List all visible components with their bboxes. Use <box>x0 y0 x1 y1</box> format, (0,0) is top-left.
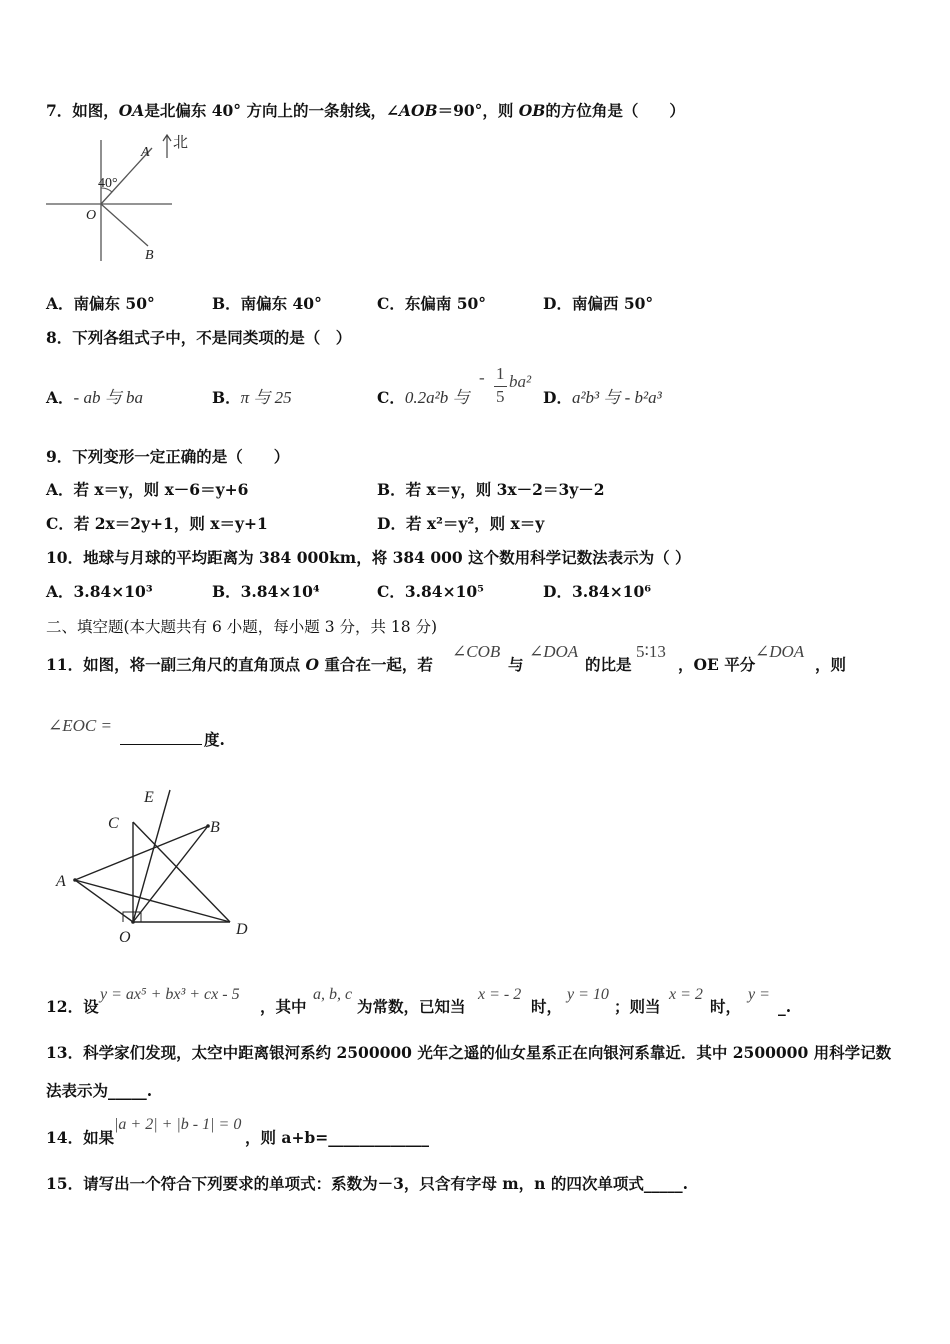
q7-label-angle: 40° <box>98 176 118 191</box>
q11-angle-eoc: ∠EOC = <box>48 716 112 735</box>
q8-option-d[interactable]: D．a²b³ 与 - b²a³ <box>543 388 662 407</box>
q7-stem: 7．如图，OA是北偏东 40° 方向上的一条射线，∠AOB＝90°，则 OB的方位角是（ ） <box>46 101 685 120</box>
q11-then: ，则 <box>815 655 847 674</box>
q10-option-a[interactable]: A．3.84×10³ <box>46 582 153 601</box>
q11-figure <box>50 782 260 952</box>
q11-label-c: C <box>108 815 119 832</box>
q12-formula: y = ax⁵ + bx³ + cx - 5 <box>100 986 240 1003</box>
q7-option-b[interactable]: B．南偏东 40° <box>212 294 322 313</box>
q12-constants: a, b, c <box>313 986 353 1003</box>
q11-answer-blank[interactable] <box>120 728 202 745</box>
q11-point-o <box>131 920 135 924</box>
q7-option-d[interactable]: D．南偏西 50° <box>543 294 654 313</box>
q9-option-d[interactable]: D．若 x²＝y²，则 x＝y <box>377 514 545 533</box>
q11-segment-ob <box>133 826 208 922</box>
q9-option-c[interactable]: C．若 2x＝2y+1，则 x＝y+1 <box>46 514 268 533</box>
q11-angle-doa: ∠DOA <box>529 642 579 661</box>
q7-ray-ob <box>101 204 148 246</box>
q9-stem: 9．下列变形一定正确的是（ ） <box>46 447 290 466</box>
q8-option-b[interactable]: B．π 与 25 <box>212 388 292 407</box>
q8-option-a[interactable]: A．- ab 与 ba <box>46 388 143 407</box>
q10-stem: 10．地球与月球的平均距离为 384 000km，将 384 000 这个数用科学记数法表示为（ ） <box>46 548 691 567</box>
q14-formula: |a + 2| + |b - 1| = 0 <box>114 1116 242 1133</box>
q12-mid: ，其中 <box>260 997 307 1016</box>
q8-option-c[interactable]: C．0.2a²b 与 <box>377 388 470 407</box>
q7-label-a: A <box>141 145 150 160</box>
q15-text[interactable]: 15．请写出一个符合下列要求的单项式：系数为－3，只含有字母 m，n 的四次单项式_____. <box>46 1174 688 1193</box>
q12-label: 12．设 <box>46 997 99 1016</box>
q7-label-b: B <box>145 248 154 263</box>
q11-ratio: 5∶13 <box>636 642 666 661</box>
q9-option-a[interactable]: A．若 x＝y，则 x－6＝y+6 <box>46 480 249 499</box>
q7-option-a[interactable]: A．南偏东 50° <box>46 294 155 313</box>
q7-label-o: O <box>86 208 97 223</box>
q9-option-b[interactable]: B．若 x＝y，则 3x－2＝3y－2 <box>377 480 605 499</box>
q12-answer-blank[interactable]: _. <box>778 997 792 1016</box>
q11-label-e: E <box>144 789 154 806</box>
q12-t2: ；则当 <box>614 997 661 1016</box>
q11-segment-ad <box>75 880 230 922</box>
q11-label-d: D <box>236 921 248 938</box>
q10-option-d[interactable]: D．3.84×10⁶ <box>543 582 652 601</box>
q12-t3: 时， <box>710 997 742 1016</box>
q11-ratio-text: 的比是 <box>585 655 632 674</box>
q11-segment-oa <box>75 880 133 922</box>
q11-ray-oe <box>133 790 170 922</box>
q14-label: 14．如果 <box>46 1128 115 1147</box>
q8-c-fraction: - 1 5 ba² <box>479 364 532 406</box>
q10-option-c[interactable]: C．3.84×10⁵ <box>377 582 484 601</box>
q12-y1: y = 10 <box>567 986 609 1003</box>
q11-point-a <box>73 878 77 882</box>
q13-line-1: 13．科学家们发现，太空中距离银河系约 2500000 光年之遥的仙女星系正在向银河系靠近．其中 2500000 用科学记数 <box>46 1043 892 1062</box>
section-2-heading: 二、填空题(本大题共有 6 小题，每小题 3 分，共 18 分) <box>46 618 438 636</box>
q13-line-2[interactable]: 法表示为_____. <box>46 1081 153 1100</box>
q11-angle-cob: ∠COB <box>452 642 501 661</box>
q10-option-b[interactable]: B．3.84×10⁴ <box>212 582 320 601</box>
q11-label-o: O <box>119 929 131 946</box>
q12-y2: y = <box>748 986 770 1003</box>
q7-figure <box>40 128 200 268</box>
q11-unit: 度. <box>204 730 225 749</box>
q11-segment-ab <box>75 826 208 880</box>
q14-tail[interactable]: ，则 a+b=_____________ <box>245 1128 430 1147</box>
q12-x2: x = 2 <box>669 986 703 1003</box>
q11-label-b: B <box>210 819 220 836</box>
q11-stem-start: 11．如图，将一副三角尺的直角顶点 O 重合在一起，若 <box>46 655 433 674</box>
q8-stem: 8．下列各组式子中，不是同类项的是（ ） <box>46 328 352 347</box>
q12-known: 为常数，已知当 <box>357 997 466 1016</box>
q11-with: 与 <box>508 655 524 674</box>
q7-option-c[interactable]: C．东偏南 50° <box>377 294 487 313</box>
q11-angle-doa-2: ∠DOA <box>755 642 805 661</box>
q11-label-a: A <box>56 873 66 890</box>
q12-x1: x = - 2 <box>478 986 522 1003</box>
q12-t1: 时， <box>531 997 563 1016</box>
q7-label-north: 北 <box>173 133 189 151</box>
q11-oe-text: ，OE 平分 <box>678 655 756 674</box>
